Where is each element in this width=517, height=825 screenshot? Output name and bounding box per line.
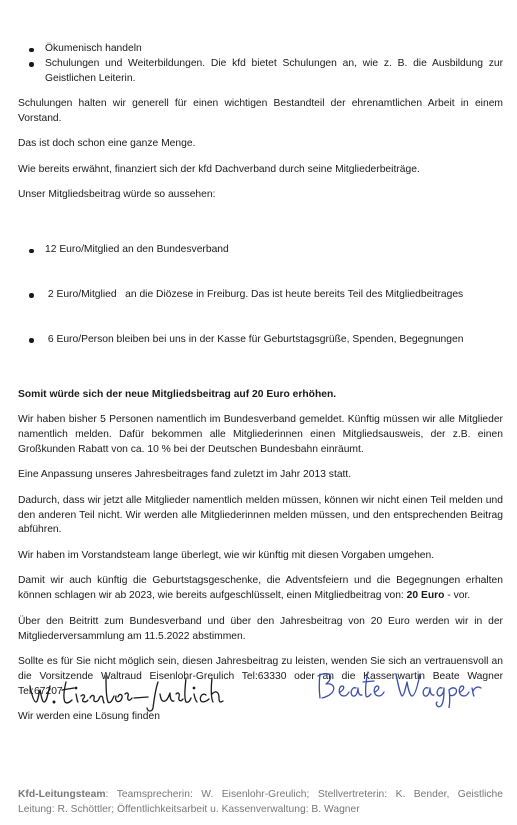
- paragraph-loesung: Wir werden eine Lösung finden: [18, 711, 160, 723]
- paragraph-beitrag-intro: Unser Mitgliedsbeitrag würde so aussehen:: [18, 188, 216, 200]
- signature-beate-wagner: [314, 668, 494, 708]
- bullet-list-activities: [18, 42, 503, 87]
- paragraph-ueberlegt: Wir haben im Vorstandsteam lange überlegt, wie wir künftig mit diesen Vorgaben umgehen.: [18, 549, 435, 561]
- bold-statement: Somit würde sich der neue Mitgliedsbeitrag auf 20 Euro erhöhen.: [18, 388, 337, 400]
- footer-text: : Teamsprecherin: W. Eisenlohr-Greulich; Stellvertreterin: K. Bender, Geistliche Leitung: R. Schöttler; Öffentlichkeitsarbeit u. Kassenverwaltung: B. Wagner: [18, 789, 503, 815]
- paragraph-damit-end: - vor.: [444, 590, 471, 602]
- list-item: 12 Euro/Mitglied an den Bundesverband: [45, 243, 503, 258]
- list-item: 6 Euro/Person bleiben bei uns in der Kasse für Geburtstagsgrüße, Spenden, Begegnungen: [45, 333, 503, 348]
- paragraph-kontakt: Sollte es für Sie nicht möglich sein, diesen Jahresbeitrag zu leisten, wenden Sie sich an vertrauensvoll an die Vorsitzende Waltraud Eisenlohr-Greulich Tel:63330 oder an die Kassenwartin Beate Wagner Tel:67207.: [18, 656, 503, 697]
- document-body: [18, 42, 503, 736]
- amount-highlight: 20 Euro: [406, 590, 445, 602]
- paragraph-erhoehen: [18, 388, 503, 403]
- paragraph-damit: [18, 574, 503, 604]
- list-item: 2 Euro/Mitglied an die Diözese in Freiburg. Das ist heute bereits Teil des Mitgliedbeitrages: [45, 288, 503, 303]
- paragraph-damit-text: Damit wir auch künftig die Geburtstagsgeschenke, die Adventsfeiern und die Begegnungen erhalten können schlagen wir ab 2023, wie bereits aufgeschlüsselt, einen Mitgliedbeitrag von:: [18, 575, 503, 602]
- signature-eisenlohr-greulich: [26, 668, 266, 714]
- list-item: Schulungen und Weiterbildungen. Die kfd bietet Schulungen an, wie z. B. die Ausbildung zur Geistlichen Leiterin.: [45, 57, 503, 87]
- footer-leitungsteam: [18, 788, 503, 818]
- paragraph-gemeldet: Wir haben bisher 5 Personen namentlich im Bundesverband gemeldet. Künftig müssen wir alle Mitglieder namentlich melden. Dafür bekommen alle Mitgliederinnen einen Mitgliedsausweis, der z.B. einen Großkunden Rabatt von ca. 10 % bei der Deutschen Bundesbahn einräumt.: [18, 413, 503, 455]
- paragraph-dadurch: Dadurch, dass wir jetzt alle Mitglieder namentlich melden müssen, können wir nicht einen Teil melden und den anderen Teil nicht. Wir werden alle Mitgliederinnen melden müssen, und den entsprechenden Beitrag abführen.: [18, 494, 503, 536]
- paragraph-finanziert: Wie bereits erwähnt, finanziert sich der kfd Dachverband durch seine Mitgliederbeiträge.: [18, 163, 420, 175]
- list-item: Ökumenisch handeln: [45, 42, 503, 57]
- paragraph-anpassung: Eine Anpassung unseres Jahresbeitrages fand zuletzt im Jahr 2013 statt.: [18, 469, 352, 481]
- paragraph-menge: Das ist doch schon eine ganze Menge.: [18, 138, 196, 150]
- paragraph-schulungen: Schulungen halten wir generell für einen wichtigen Bestandteil der ehrenamtlichen Arbeit in einem Vorstand.: [18, 97, 503, 124]
- signature-row: [18, 668, 503, 718]
- paragraph-beitritt: Über den Beitritt zum Bundesverband und über den Jahresbeitrag von 20 Euro werden wir in der Mitgliederversammlung am 11.5.2022 abstimmen.: [18, 615, 503, 642]
- bullet-list-beitrag: [18, 213, 503, 377]
- footer-label: Kfd-Leitungsteam: [18, 789, 106, 800]
